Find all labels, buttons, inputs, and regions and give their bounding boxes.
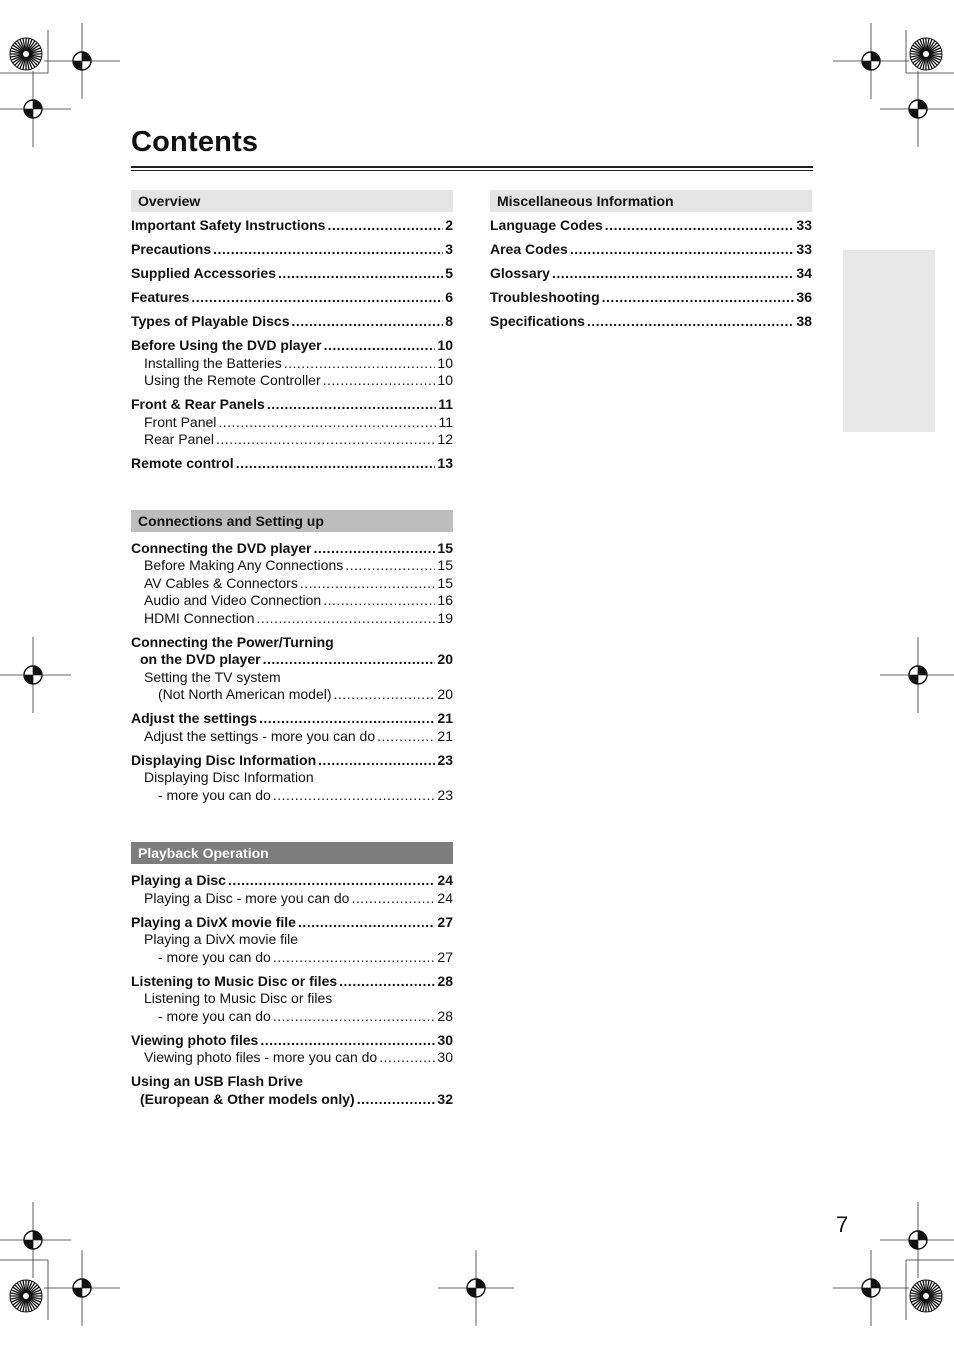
toc-subentry[interactable]: HDMI Connection ..... 19 bbox=[131, 610, 453, 628]
toc-entry[interactable]: Connecting the DVD player ..... 15 bbox=[131, 540, 453, 558]
toc-entry[interactable]: Viewing photo files ..... 30 bbox=[131, 1032, 453, 1050]
toc-entry[interactable]: Playing a DivX movie file ..... 27 bbox=[131, 914, 453, 932]
left-column bbox=[131, 190, 453, 1108]
toc-subentry[interactable]: Installing the Batteries ..... 10 bbox=[131, 355, 453, 373]
toc-subentry[interactable]: Viewing photo files - more you can do ..... 30 bbox=[131, 1049, 453, 1067]
toc-subentry-continued[interactable]: (Not North American model) ..... 20 bbox=[131, 686, 453, 704]
toc-entry[interactable]: Adjust the settings ..... 21 bbox=[131, 710, 453, 728]
toc-entry[interactable]: Connecting the Power/Turning bbox=[131, 633, 334, 650]
toc-entry[interactable]: Language Codes ..... 33 bbox=[490, 217, 812, 235]
toc-subentry[interactable]: Adjust the settings - more you can do ..... 21 bbox=[131, 728, 453, 746]
toc-subentry[interactable]: Front Panel ..... 11 bbox=[131, 414, 453, 432]
toc-entry[interactable]: Supplied Accessories ..... 5 bbox=[131, 265, 453, 283]
toc-subentry-continued[interactable]: - more you can do ..... 23 bbox=[131, 787, 453, 805]
toc-entry[interactable]: Playing a Disc ..... 24 bbox=[131, 872, 453, 890]
toc-subentry[interactable]: Listening to Music Disc or files bbox=[144, 990, 333, 1006]
toc-entry[interactable]: Using an USB Flash Drive bbox=[131, 1073, 303, 1089]
toc-subentry[interactable]: Displaying Disc Information bbox=[144, 769, 314, 785]
toc-subentry[interactable]: AV Cables & Connectors ..... 15 bbox=[131, 575, 453, 593]
right-column bbox=[490, 190, 812, 331]
side-tab bbox=[843, 250, 935, 432]
toc-entry[interactable]: Important Safety Instructions ..... 2 bbox=[131, 217, 453, 235]
toc-subentry[interactable]: Setting the TV system bbox=[144, 668, 281, 685]
toc-subentry[interactable]: Before Making Any Connections ..... 15 bbox=[131, 557, 453, 575]
section-header-misc: Miscellaneous Information bbox=[490, 190, 812, 212]
toc-subentry[interactable]: Using the Remote Controller ..... 10 bbox=[131, 372, 453, 390]
toc-entry[interactable]: Troubleshooting ..... 36 bbox=[490, 289, 812, 307]
section-header-connections: Connections and Setting up bbox=[131, 510, 453, 532]
toc-entry-continued[interactable]: on the DVD player ..... 20 bbox=[131, 651, 453, 669]
page-title: Contents bbox=[131, 126, 259, 158]
toc-entry-continued[interactable]: (European & Other models only) ..... 32 bbox=[131, 1091, 453, 1109]
toc-entry[interactable]: Features ..... 6 bbox=[131, 289, 453, 307]
toc-entry[interactable]: Displaying Disc Information ..... 23 bbox=[131, 752, 453, 770]
toc-entry[interactable]: Listening to Music Disc or files ..... 28 bbox=[131, 973, 453, 991]
page-number: 7 bbox=[836, 1212, 849, 1237]
toc-entry[interactable]: Front & Rear Panels ..... 11 bbox=[131, 396, 453, 414]
toc-subentry[interactable]: Playing a DivX movie file bbox=[144, 931, 299, 947]
toc-entry[interactable]: Specifications ..... 38 bbox=[490, 313, 812, 331]
section-header-playback: Playback Operation bbox=[131, 842, 453, 864]
toc-subentry[interactable]: Playing a Disc - more you can do ..... 24 bbox=[131, 890, 453, 908]
toc-entry[interactable]: Remote control ..... 13 bbox=[131, 455, 453, 473]
toc-entry[interactable]: Types of Playable Discs ..... 8 bbox=[131, 313, 453, 331]
toc-subentry-continued[interactable]: - more you can do ..... 27 bbox=[131, 949, 453, 967]
toc-entry[interactable]: Precautions ..... 3 bbox=[131, 241, 453, 259]
toc-subentry[interactable]: Audio and Video Connection ..... 16 bbox=[131, 592, 453, 610]
title-rule bbox=[131, 166, 813, 171]
toc-entry[interactable]: Area Codes ..... 33 bbox=[490, 241, 812, 259]
toc-entry[interactable]: Glossary ..... 34 bbox=[490, 265, 812, 283]
toc-entry[interactable]: Before Using the DVD player ..... 10 bbox=[131, 337, 453, 355]
toc-subentry[interactable]: Rear Panel ..... 12 bbox=[131, 431, 453, 449]
section-header-overview: Overview bbox=[131, 190, 453, 212]
toc-subentry-continued[interactable]: - more you can do ..... 28 bbox=[131, 1008, 453, 1026]
